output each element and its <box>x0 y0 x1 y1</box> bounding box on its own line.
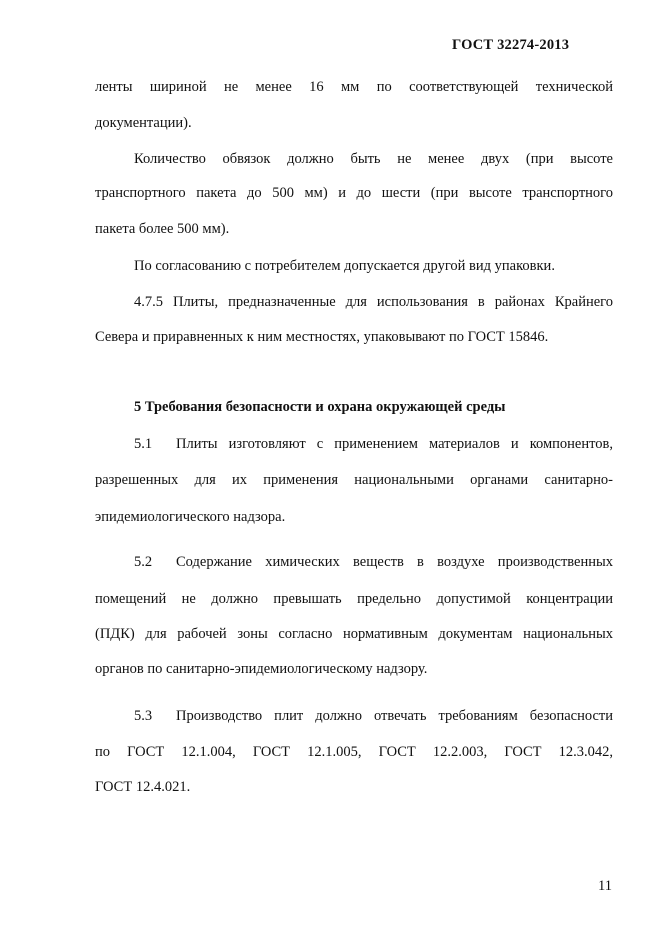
clause-number: 5.2 <box>134 554 153 570</box>
paragraph-line: документации). <box>95 115 192 131</box>
clause-line <box>134 435 613 453</box>
clause-line <box>134 553 613 571</box>
paragraph-line: Севера и приравненных к ним местностях, упаковывают по ГОСТ 15846. <box>95 329 549 345</box>
paragraph-line: Количество обвязок должно быть не менее двух (при высоте <box>134 151 613 167</box>
paragraph-line: транспортного пакета до 500 мм) и до шести (при высоте транспортного <box>95 185 613 201</box>
clause-number: 5.1 <box>134 436 153 452</box>
page-number: 11 <box>598 878 612 894</box>
clause-text: Плиты изготовляют с применением материалов и компонентов, <box>176 436 613 452</box>
paragraph-line: пакета более 500 мм). <box>95 221 230 237</box>
document-code-header: ГОСТ 32274-2013 <box>452 37 570 53</box>
clause-line: по ГОСТ 12.1.004, ГОСТ 12.1.005, ГОСТ 12.2.003, ГОСТ 12.3.042, <box>95 744 613 760</box>
clause-line: помещений не должно превышать предельно допустимой концентрации <box>95 591 613 607</box>
clause-line: разрешенных для их применения национальными органами санитарно- <box>95 472 613 488</box>
clause-number: 5.3 <box>134 708 153 724</box>
clause-line: ГОСТ 12.4.021. <box>95 779 191 795</box>
paragraph-line: ленты шириной не менее 16 мм по соответствующей технической <box>95 79 613 95</box>
paragraph-line: 4.7.5 Плиты, предназначенные для использования в районах Крайнего <box>134 294 613 310</box>
clause-text: Содержание химических веществ в воздухе производственных <box>176 554 613 570</box>
clause-line: (ПДК) для рабочей зоны согласно нормативным документам национальных <box>95 626 613 642</box>
clause-line: органов по санитарно-эпидемиологическому надзору. <box>95 661 428 677</box>
section-title: 5 Требования безопасности и охрана окружающей среды <box>134 399 506 415</box>
paragraph-line: По согласованию с потребителем допускается другой вид упаковки. <box>134 258 555 274</box>
clause-line: эпидемиологического надзора. <box>95 509 286 525</box>
clause-line <box>134 707 613 725</box>
clause-text: Производство плит должно отвечать требованиям безопасности <box>176 708 613 724</box>
